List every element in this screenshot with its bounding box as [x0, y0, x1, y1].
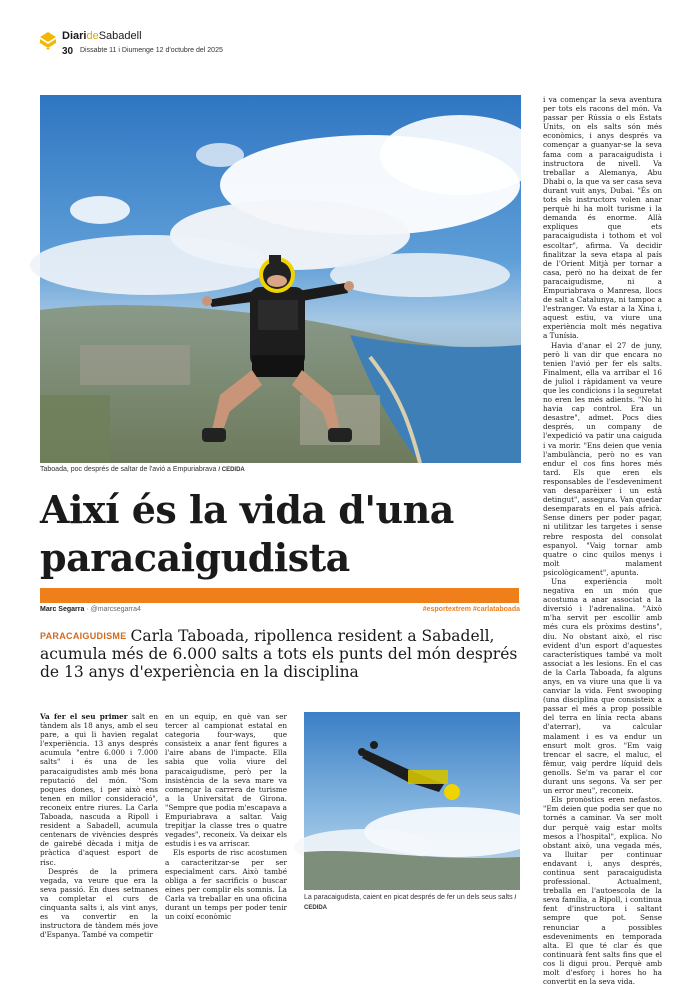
brand-part-de: de: [86, 30, 99, 42]
body-lead-in: Va fer el seu primer: [40, 712, 128, 721]
body-paragraph: Una experiència molt negativa en un món que acostuma a anar associat a la diversió i l'adrenalina. "Això m'ha servit per escollir amb més cura els pròxims destins", diu. No obstant això, el risc evident d'un esport d'aquestes característiques també va molt associat a les lesions. En el cas de la Carla Taboada, fa alguns anys, en va viure una que li va canviar la vida. Fent swooping (una disciplina que consisteix a passar el més a prop possible del terra en línia recta abans d'aterrar), va calcular malament i es va endur un ensurt molt gros. "Em vaig trencar el sacre, el maluc, el fèmur, vaig perdre líquid dels genolls. Se'm va parar el cor durant uns segons. Va ser per un error meu", reconeix.: [543, 576, 662, 796]
secondary-caption-credit: / CEDIDA: [304, 895, 517, 911]
byline-author: Marc Segarra: [40, 606, 85, 613]
article-lead: [40, 627, 518, 681]
secondary-caption-text: La paracaigudista, caient en picat després de fer un dels seus salts: [304, 894, 513, 901]
body-text: salt en tàndem als 18 anys, amb el seu pare, a qui li havien regalat l'experiència. 13 anys després acumula "entre 6.000 i 7.000 salts" i és una de les paracaigudistes amb més bona reputació del món. "Som poques dones, i per això ens tenen en millor consideració", reconeix entre riures. La Carla Taboada, nascuda a Ripoll i resident a Sabadell, acumula centenars de vivències després de gairebé dècada i mitja de pràctica d'aquest esport de risc.: [40, 712, 159, 867]
brand-name: [62, 30, 142, 42]
hero-photo: [40, 95, 521, 463]
newspaper-logo-icon: [40, 32, 56, 50]
dateline: Dissabte 11 i Diumenge 12 d'octubre del 2025: [80, 47, 223, 54]
page-number-value: 30: [62, 46, 74, 57]
hero-caption: [40, 466, 520, 473]
body-paragraph: Després de la primera vegada, va veure que era la seva passió. En dues setmanes va completar el curs de cinquanta salts i, als vint anys, es va convertir en la instructora de tàndem més jove d'Espanya. També va competir: [40, 866, 158, 940]
freefall-photo-illustration: [304, 712, 520, 890]
masthead: [40, 30, 320, 60]
secondary-photo-caption: [304, 893, 520, 913]
brand-part-city: Sabadell: [98, 30, 142, 42]
body-paragraph: Havia d'anar el 27 de juny, però li van dir que encara no tenien l'avió per fer els salts. Finalment, ella va arribar el 16 de juliol i ràpidament va veure que les condicions i la seguretat no eren les més adients. "No hi havia cap control. Era un desastre", admet. Pocs dies després, un company de l'expedició va patir una caiguda i va morir. "Ens deien que venia l'ambulància, però no es van endur el cos fins hores més tard. Els que eren els responsables de l'esdeveniment van desaparèixer i un està detingut", assegura. Van quedar desemparats en el país africà. Sense diners per poder pagar, ni utilitzar les targetes i sense rebre resposta del consolat espanyol. "Vaig tornar amb quatre o cinc quilos menys i molt malament psicològicament", apunta.: [543, 340, 662, 577]
headline-accent-bar: [40, 588, 519, 603]
hero-caption-credit: / CEDIDA: [218, 467, 245, 473]
byline: Marc Segarra · @marcsegarra4 #esportextrem #carlataboada: [40, 606, 520, 613]
skydiver-photo-illustration: [40, 95, 521, 463]
body-paragraph: Els esports de risc acostumen a caracteritzar-se per ser especialment cars. Això també obliga a fer sacrificis o buscar eines per complir els somnis. La Carla va treballar en una oficina durant un temps per poder tenir un coixí econòmic: [165, 848, 287, 922]
section-kicker: PARACAIGUDISME: [40, 631, 127, 641]
lead-text: Carla Taboada, ripollenca resident a Sabadell, acumula més de 6.000 salts a tots els punts del món després de 13 anys d'experiència en la disciplina: [40, 627, 518, 681]
body-column-3: [543, 95, 662, 986]
body-paragraph: Els pronòstics eren nefastos. "Em deien que podia ser que no tornés a caminar. Va ser molt dur perquè vaig estar molts mesos a l'hospital", explica. No obstant això, una vegada més, va lluitar per continuar endavant i, anys després, continua sent paracaigudista professional. Actualment, treballa en l'autoescola de la seva família, a Ripoll, i continua fent d'instructora i saltant sempre que pot. Sense renunciar a possibles esdeveniments en temporada alta. El que té clar és que continuarà fent salts fins que el cos li digui prou. Perquè amb molt d'esforç i hores ho ha convertit en la seva vida.: [543, 795, 662, 986]
brand-part-diari: Diari: [62, 30, 87, 42]
hero-caption-text: Taboada, poc després de saltar de l'avió a Empuriabrava: [40, 466, 217, 473]
body-paragraph: [40, 712, 158, 867]
article-headline: Així és la vida d'una paracaigudista: [40, 487, 454, 580]
body-column-2: [165, 712, 287, 924]
body-paragraph: en un equip, en què van ser tercer al campionat estatal en categoria four-ways, que consisteix a anar fent figures a l'aire abans de l'impacte. Ella sabia que volia viure del paracaigudisme, però per la insistència de la seva mare va començar la carrera de turisme a la Universitat de Girona. "Sempre que podia m'escapava a Empuriabrava a saltar. Vaig trepitjar la classe tres o quatre vegades", reconeix. Va deixar els estudis i es va arriscar.: [165, 712, 287, 849]
byline-handle[interactable]: @marcsegarra4: [90, 606, 141, 613]
byline-hashtags[interactable]: #esportextrem #carlataboada: [422, 606, 520, 613]
body-column-1: [40, 712, 159, 940]
body-paragraph: i va començar la seva aventura per tots els racons del món. Va passar per Rússia o els Estats Units, on els salts són més econòmics, i anys després va començar a guanyar-se la seva fama com a paracaigudista i instructora de nivell. Va treballar a Alemanya, Abu Dhabi o, la que va ser casa seva durant vuit anys, Dubai. "És on tots els instructors volen anar perquè hi ha molt turisme i la demanda és enorme. Allà expliques que ets paracaigudista i tothom et vol escoltar", afirma. Va decidir finalitzar la seva etapa al país de l'Orient Mitjà per tornar a casa, però no ha deixat de fer paracaigudisme, ni a Empuriabrava o Manresa, llocs de salt a Catalunya, ni tampoc a l'estranger. Va estar a la Xina i, aquest estiu, va viure una experiència molt més negativa a Tunísia.: [543, 95, 662, 341]
secondary-photo: [304, 712, 520, 890]
page-number: [62, 46, 73, 57]
